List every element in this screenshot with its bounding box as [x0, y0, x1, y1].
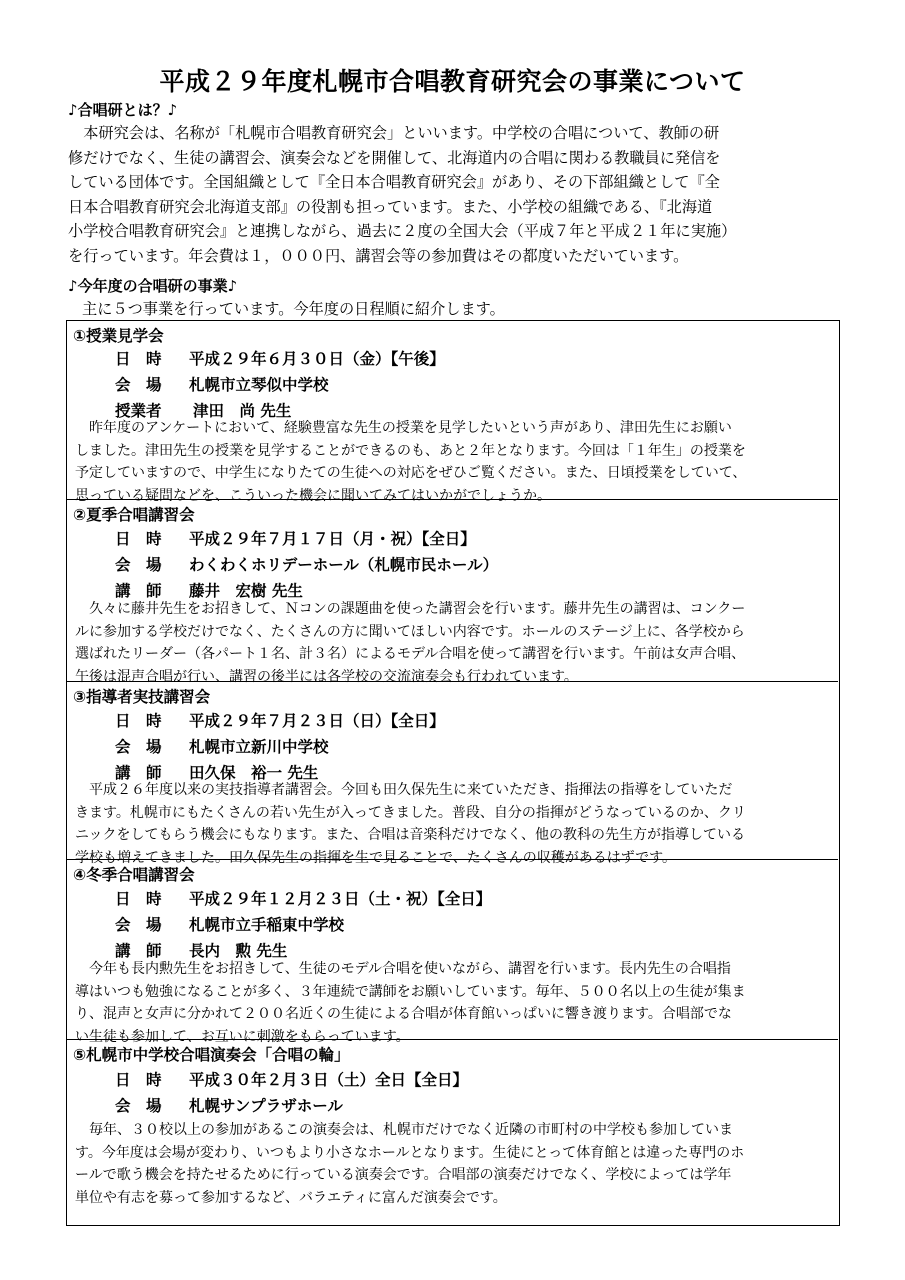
row-value: 平成３０年２月３日（土）全日【全日】	[189, 1071, 469, 1089]
about-paragraph	[68, 121, 848, 268]
row-value: 平成２９年７月１７日（月・祝）【全日】	[189, 530, 476, 548]
row-value: 津田 尚 先生	[193, 402, 292, 420]
row-value: 平成２９年６月３０日（金）【午後】	[189, 350, 445, 368]
row-label: 日 時	[115, 712, 162, 730]
event-date-row	[115, 347, 445, 369]
desc-line: 選ばれたリーダー（各パート１名、計３名）によるモデル合唱を使って講習を行います。午前は女声合唱、	[75, 646, 746, 662]
row-label: 日 時	[115, 530, 162, 548]
desc-line: きます。札幌市にもたくさんの若い先生が入ってきました。普段、自分の指揮がどうなっているのか、クリ	[75, 804, 746, 821]
event-description	[75, 1119, 835, 1209]
desc-line: 午後は混声合唱が行い、講習の後半には各学校の交流演奏会も行われています。	[75, 668, 578, 685]
desc-line: ニックをしてもらう機会にもなります。また、合唱は音楽科だけでなく、他の教科の先生方が指導している	[75, 827, 746, 843]
about-line: 日本合唱教育研究会北海道支部』の役割も担っています。また、小学校の組織である、『北海道	[68, 197, 713, 216]
event-title: ②夏季合唱講習会	[73, 506, 195, 524]
row-label: 講 師	[115, 942, 162, 960]
desc-line: 思っている疑問などを、こういった機会に聞いてみてはいかがでしょうか。	[75, 487, 551, 504]
desc-line: り、混声と女声に分かれて２００名近くの生徒による合唱が体育館いっぱいに響き渡ります。合唱部でな	[75, 1006, 732, 1022]
event-item	[67, 1039, 838, 1225]
row-value: 藤井 宏樹 先生	[189, 582, 303, 600]
events-heading: ♪今年度の合唱研の事業♪	[68, 277, 238, 295]
about-heading: ♪合唱研とは？♪	[68, 101, 178, 119]
events-intro: 主に５つ事業を行っています。今年度の日程順に紹介します。	[82, 300, 505, 318]
desc-line: 導はいつも勉強になることが多く、３年連続で講師をお願いしています。毎年、５００名以上の生徒が集ま	[75, 983, 746, 1000]
about-line: 本研究会は、名称が「札幌市合唱教育研究会」といいます。中学校の合唱について、教師の研	[68, 124, 720, 142]
row-value: 札幌市立手稲東中学校	[189, 916, 345, 934]
event-item	[67, 321, 838, 504]
desc-line: ルに参加する学校だけでなく、たくさんの方に聞いてほしい内容です。ホールのステージ上に、各学校から	[75, 623, 745, 640]
page-title: 平成２９年度札幌市合唱教育研究会の事業について	[159, 67, 746, 96]
event-venue-row	[115, 913, 344, 935]
row-label: 講 師	[115, 582, 162, 600]
event-item	[67, 499, 838, 685]
row-label: 会 場	[115, 556, 162, 574]
event-venue-row	[115, 553, 498, 575]
about-line: 小学校合唱教育研究会』と連携しながら、過去に２度の全国大会（平成７年と平成２１年に実施）	[68, 222, 737, 240]
row-label: 会 場	[115, 376, 162, 394]
desc-line: 予定していますので、中学生になりたての生徒への対応をぜひご覧ください。また、日頃授業をしていて、	[75, 465, 747, 481]
row-label: 講 師	[115, 764, 162, 782]
row-label: 日 時	[115, 890, 162, 908]
event-title: ③指導者実技講習会	[73, 688, 211, 706]
desc-line: ールで歌う機会を持たせるために行っている演奏会です。合唱部の演奏だけでなく、学校によっては学年	[75, 1167, 732, 1183]
row-label: 会 場	[115, 916, 162, 934]
about-line: 修だけでなく、生徒の講習会、演奏会などを開催して、北海道内の合唱に関わる教職員に発信を	[68, 148, 721, 167]
event-description	[75, 417, 835, 507]
event-date-row	[115, 887, 491, 909]
row-value: 平成２９年７月２３日（日）【全日】	[189, 712, 445, 730]
row-value: 長内 勲 先生	[189, 942, 288, 960]
event-title: ④冬季合唱講習会	[73, 866, 195, 884]
event-description	[75, 779, 835, 869]
event-description	[75, 598, 835, 688]
desc-line: 昨年度のアンケートにおいて、経験豊富な先生の授業を見学したいという声があり、津田先生にお願い	[75, 420, 732, 436]
event-date-row	[115, 527, 476, 549]
desc-line: 平成２６年度以来の実技指導者講習会。今回も田久保先生に来ていただき、指揮法の指導をしていただ	[75, 782, 733, 798]
events-box	[66, 320, 840, 1226]
event-item	[67, 859, 838, 1045]
about-line: を行っています。年会費は１，０００円、講習会等の参加費はその都度いただいています。	[68, 246, 689, 265]
row-label: 日 時	[115, 350, 162, 368]
desc-line: 学校も増えてきました。田久保先生の指揮を生で見ることで、たくさんの収穫があるはずです。	[75, 849, 677, 866]
row-value: 平成２９年１２月２３日（土・祝）【全日】	[189, 890, 492, 908]
desc-line: す。今年度は会場が変わり、いつもより小さなホールとなります。生徒にとって体育館とは違った専門のホ	[75, 1144, 745, 1161]
event-venue-row	[115, 1094, 343, 1116]
row-value: 田久保 裕一 先生	[189, 764, 319, 782]
row-label: 会 場	[115, 1097, 162, 1115]
row-value: 札幌市立琴似中学校	[189, 376, 329, 394]
desc-line: しました。津田先生の授業を見学することができるのも、あと２年となります。今回は「１年生」の授業を	[75, 442, 746, 459]
event-date-row	[115, 1068, 468, 1090]
event-title: ①授業見学会	[73, 327, 164, 345]
event-description	[75, 958, 835, 1048]
desc-line: 久々に藤井先生をお招きして、Ｎコンの課題曲を使った講習会を行います。藤井先生の講習は、コンクー	[75, 601, 746, 617]
row-label: 会 場	[115, 738, 162, 756]
event-venue-row	[115, 735, 329, 757]
event-date-row	[115, 709, 445, 731]
desc-line: 今年も長内勲先生をお招きして、生徒のモデル合唱を使いながら、講習を行います。長内先生の合唱指	[75, 961, 731, 977]
row-label: 授業者	[115, 402, 162, 420]
row-value: 札幌市立新川中学校	[189, 738, 329, 756]
row-value: わくわくホリデーホール（札幌市民ホール）	[189, 556, 499, 574]
event-item	[67, 681, 838, 866]
event-venue-row	[115, 373, 329, 395]
desc-line: い生徒も参加して、お互いに刺激をもらっています。	[75, 1028, 410, 1045]
desc-line: 毎年、３０校以上の参加があるこの演奏会は、札幌市だけでなく近隣の市町村の中学校も参加していま	[75, 1122, 733, 1138]
row-value: 札幌サンプラザホール	[189, 1097, 343, 1115]
desc-line: 単位や有志を募って参加するなど、バラエティに富んだ演奏会です。	[75, 1189, 507, 1206]
event-title: ⑤札幌市中学校合唱演奏会「合唱の輪」	[73, 1046, 350, 1064]
about-line: している団体です。全国組織として『全日本合唱教育研究会』があり、その下部組織として『全	[68, 173, 720, 191]
row-label: 日 時	[115, 1071, 162, 1089]
